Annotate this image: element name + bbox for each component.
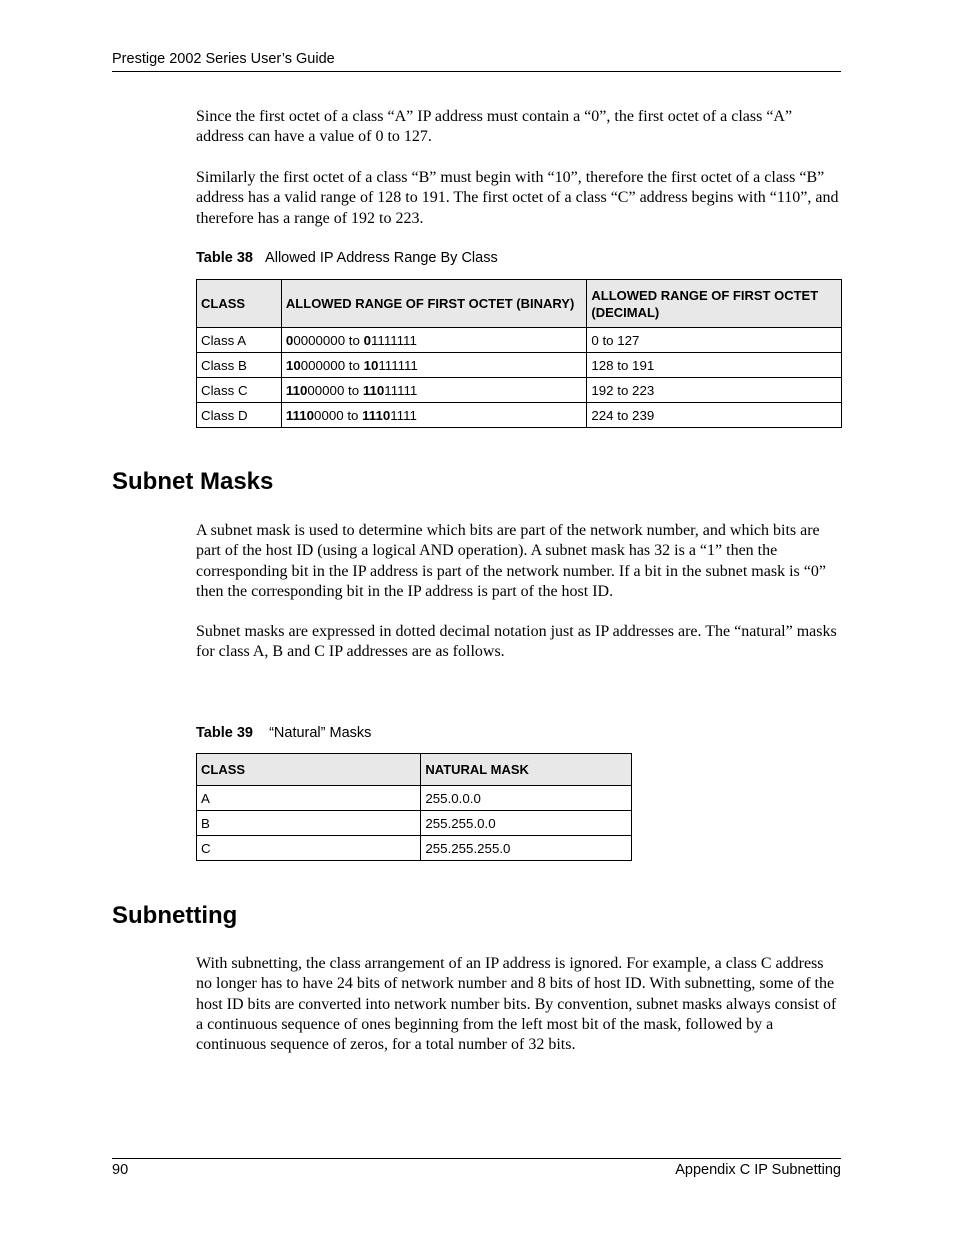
- table-row: [197, 811, 632, 836]
- table-38-label: Table 38: [196, 250, 253, 266]
- mask-cell: 255.0.0.0: [421, 786, 632, 811]
- page-number: 90: [112, 1162, 129, 1178]
- range-separator: to: [345, 357, 364, 373]
- binary-range-cell: [281, 353, 586, 378]
- class-cell: B: [197, 811, 421, 836]
- class-cell: Class A: [197, 328, 282, 353]
- table-39-caption: [196, 725, 371, 741]
- decimal-range-cell: 192 to 223: [587, 378, 842, 403]
- column-header-class: CLASS: [197, 280, 282, 328]
- binary-range-cell: [281, 328, 586, 353]
- class-cell: Class B: [197, 353, 282, 378]
- binary-suffix: 0000: [314, 407, 344, 423]
- binary-suffix: 1111: [390, 407, 417, 423]
- binary-prefix: 10: [363, 357, 379, 373]
- paragraph-subnetting: With subnetting, the class arrangement of an IP address is ignored. For example, a class C address no longer has to have 24 bits of network number and 8 bits of host ID. With subnetting, some of the host ID bits are converted into network number bits. By convention, subnet masks always consist of a continuous sequence of ones beginning from the left most bit of the mask, followed by a continuous sequence of zeros, for a total number of 32 bits.: [196, 955, 837, 1054]
- binary-prefix: 0: [363, 332, 371, 348]
- section-heading-subnet-masks: Subnet Masks: [112, 468, 274, 495]
- table-header-row: [197, 754, 632, 786]
- table-header-row: [197, 280, 842, 328]
- paragraph-dotted-decimal: Subnet masks are expressed in dotted decimal notation just as IP addresses are. The “natural” masks for class A, B and C IP addresses are as follows.: [196, 623, 837, 661]
- decimal-range-cell: 0 to 127: [587, 328, 842, 353]
- chapter-title: Appendix C IP Subnetting: [675, 1162, 841, 1178]
- binary-prefix: 0: [285, 332, 294, 348]
- class-cell: Class C: [197, 378, 282, 403]
- binary-prefix: 10: [285, 357, 301, 373]
- column-header-binary: ALLOWED RANGE OF FIRST OCTET (BINARY): [281, 280, 586, 328]
- class-cell: C: [197, 836, 421, 861]
- table-39-label: Table 39: [196, 725, 253, 741]
- natural-masks-table: [196, 753, 632, 861]
- mask-cell: 255.255.255.0: [421, 836, 632, 861]
- binary-suffix: 111111: [378, 357, 418, 373]
- range-separator: to: [344, 382, 363, 398]
- binary-suffix: 0000000: [293, 332, 346, 348]
- table-38-caption: [196, 250, 498, 266]
- range-separator: to: [345, 332, 364, 348]
- column-header-decimal: ALLOWED RANGE OF FIRST OCTET (DECIMAL): [587, 280, 842, 328]
- class-cell: A: [197, 786, 421, 811]
- binary-suffix: 00000: [307, 382, 345, 398]
- paragraph-class-a: Since the first octet of a class “A” IP address must contain a “0”, the first octet of a class “A” address can have a value of 0 to 127.: [196, 108, 793, 146]
- running-header: Prestige 2002 Series User’s Guide: [112, 51, 335, 67]
- binary-suffix: 11111: [384, 382, 418, 398]
- binary-range-cell: [281, 378, 586, 403]
- binary-suffix: 1111111: [371, 332, 417, 348]
- binary-prefix: 1110: [362, 407, 391, 423]
- binary-range-cell: [281, 403, 586, 428]
- table-row: [197, 328, 842, 353]
- decimal-range-cell: 224 to 239: [587, 403, 842, 428]
- table-row: [197, 378, 842, 403]
- paragraph-class-b-c: Similarly the first octet of a class “B” must begin with “10”, therefore the first octet of a class “B” address has a valid range of 128 to 191. The first octet of a class “C” address begins with “110”, and therefore has a range of 192 to 223.: [196, 169, 839, 227]
- table-row: [197, 786, 632, 811]
- table-row: [197, 836, 632, 861]
- decimal-range-cell: 128 to 191: [587, 353, 842, 378]
- binary-prefix: 110: [285, 382, 308, 398]
- ip-range-table: [196, 279, 842, 428]
- binary-prefix: 1110: [285, 407, 315, 423]
- table-38-title: Allowed IP Address Range By Class: [265, 250, 498, 266]
- range-separator: to: [343, 407, 363, 423]
- binary-suffix: 000000: [300, 357, 346, 373]
- mask-cell: 255.255.0.0: [421, 811, 632, 836]
- table-39-title: “Natural” Masks: [269, 725, 372, 741]
- section-heading-subnetting: Subnetting: [112, 902, 238, 929]
- header-divider: [112, 71, 841, 72]
- paragraph-subnet-mask-definition: A subnet mask is used to determine which bits are part of the network number, and which bits are part of the host ID (using a logical AND operation). A subnet mask has 32 is a “1” then the corresponding bit in the IP address is part of the network number. If a bit in the subnet mask is “0” then the corresponding bit in the IP address is part of the host ID.: [196, 522, 826, 600]
- class-cell: Class D: [197, 403, 282, 428]
- binary-prefix: 110: [362, 382, 385, 398]
- column-header-class: CLASS: [197, 754, 421, 786]
- footer-divider: [112, 1158, 841, 1159]
- table-row: [197, 353, 842, 378]
- column-header-natural-mask: NATURAL MASK: [421, 754, 632, 786]
- table-row: [197, 403, 842, 428]
